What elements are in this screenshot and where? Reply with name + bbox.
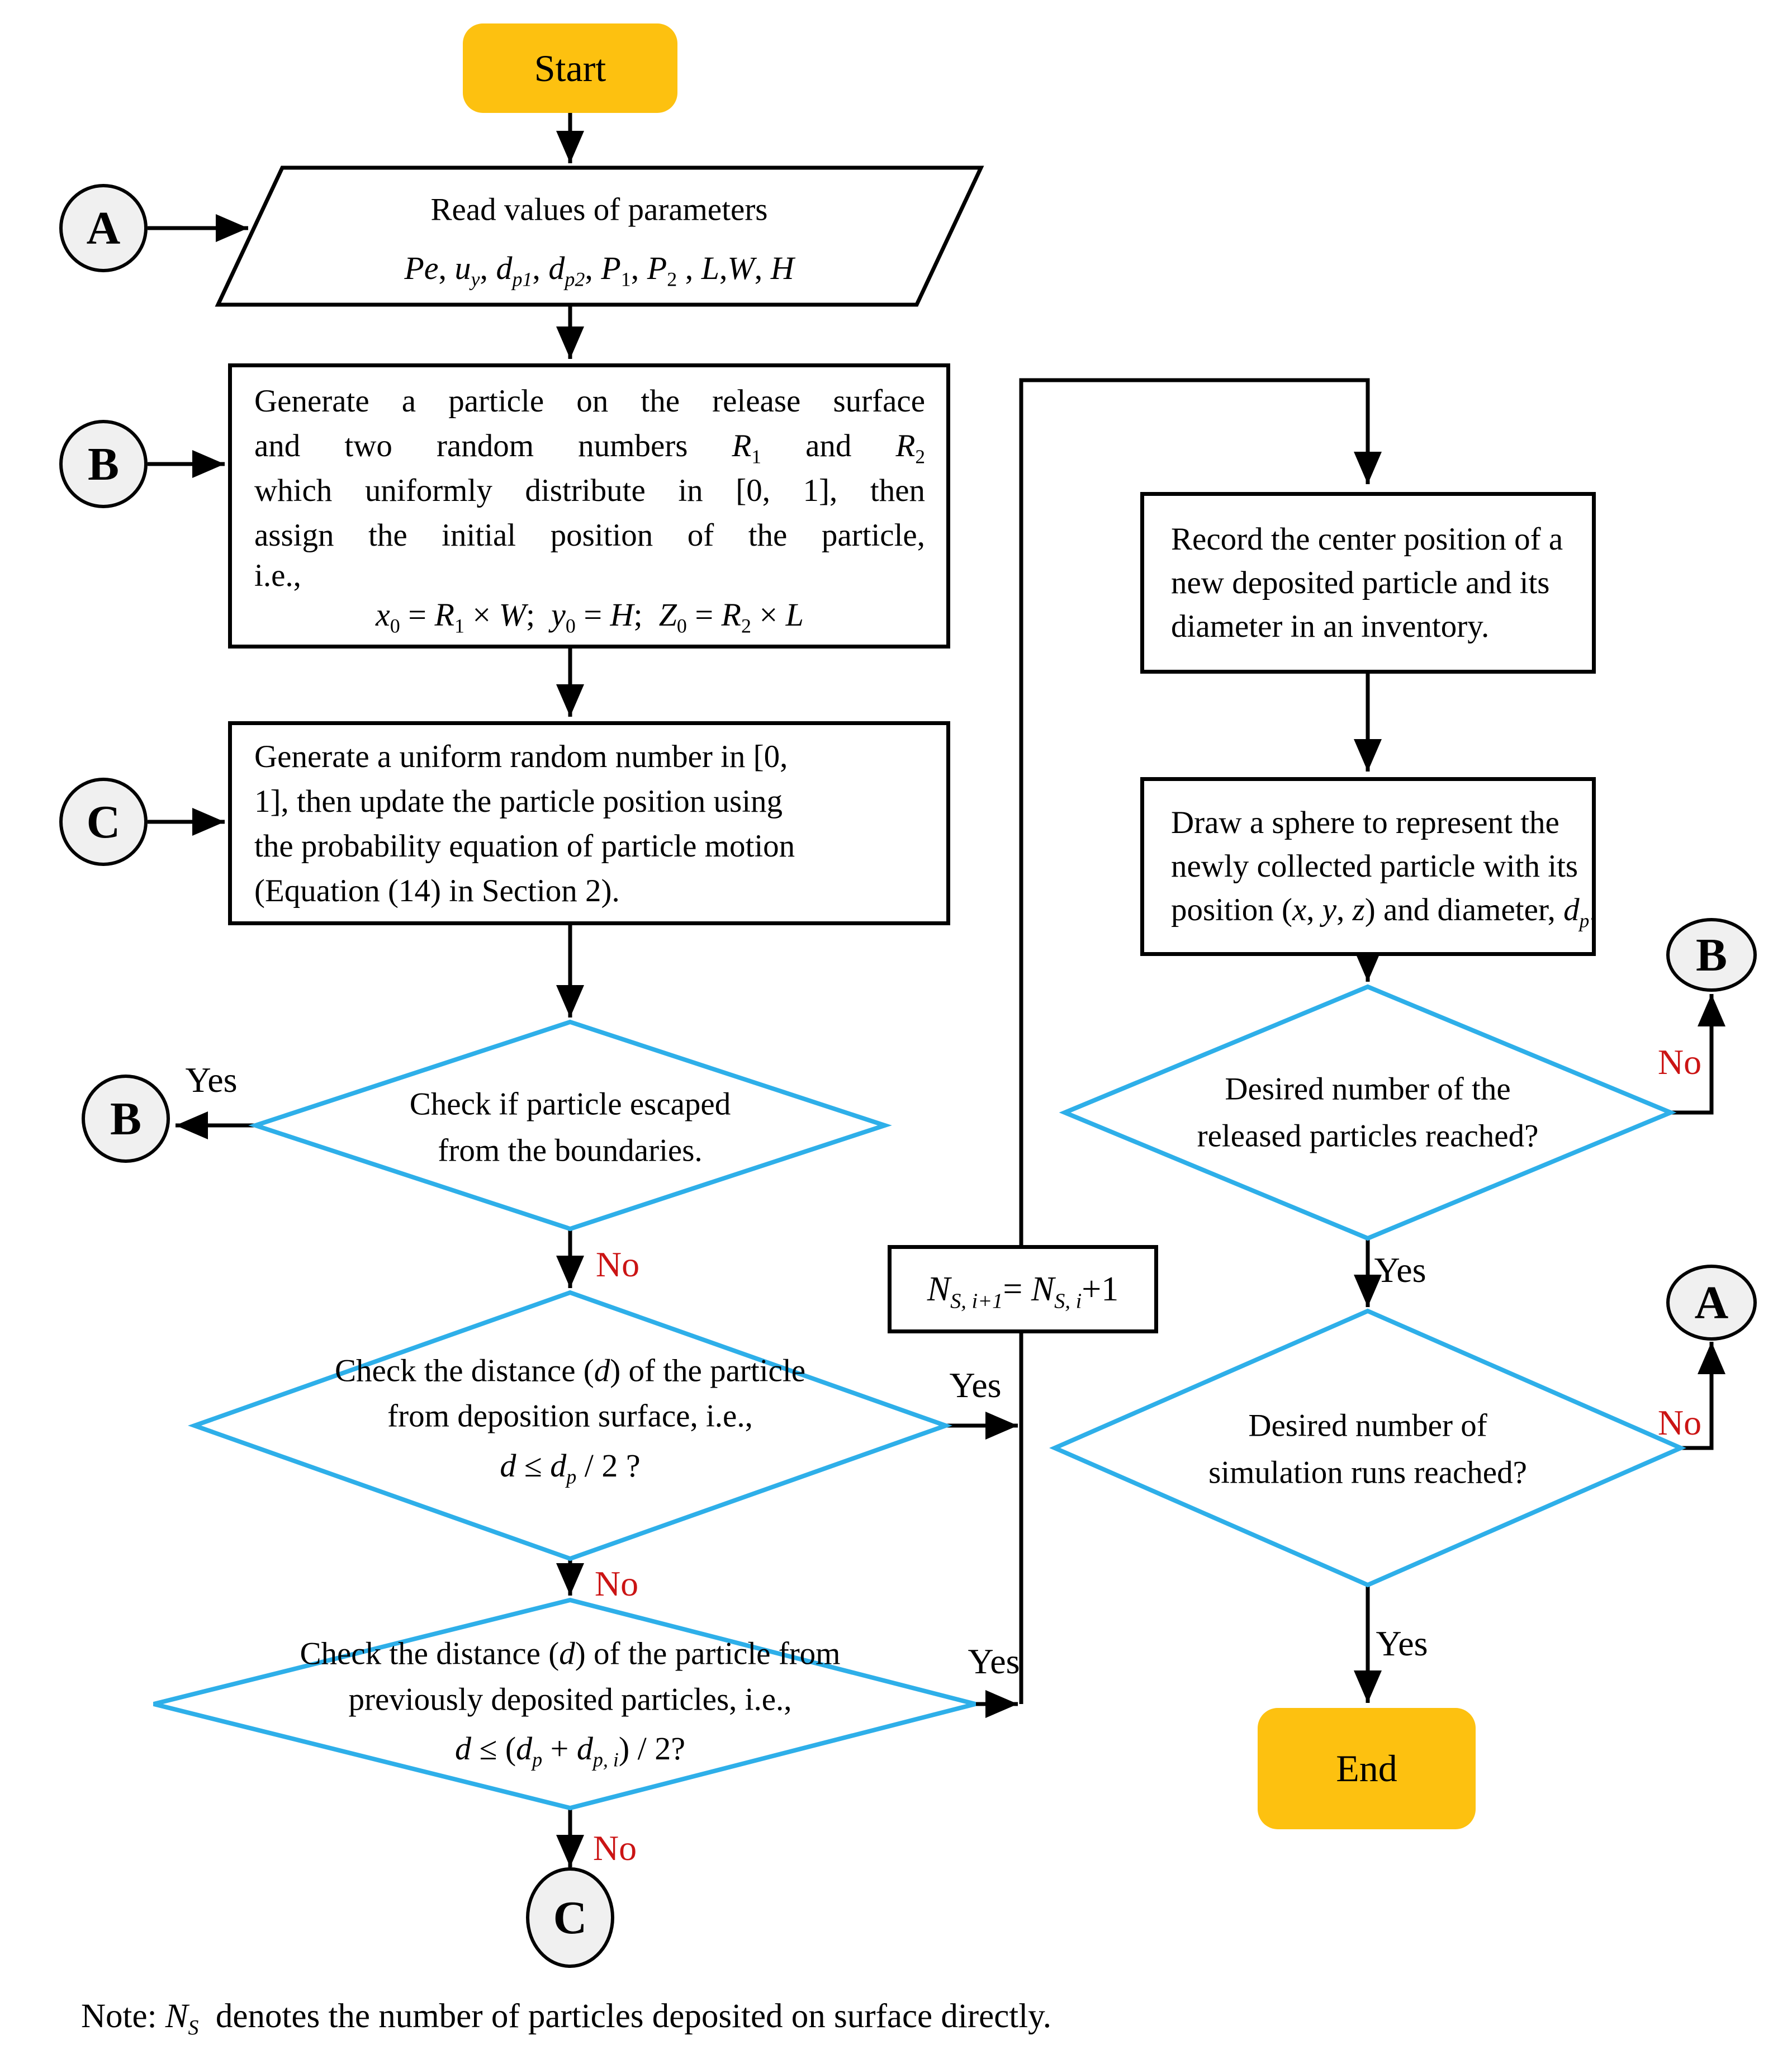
connector-b-left xyxy=(59,420,148,508)
check-deposited-line2: previously deposited particles, i.e., xyxy=(348,1682,792,1717)
runs-reached-line1: Desired number of xyxy=(1248,1408,1487,1444)
edge-label-released-yes: Yes xyxy=(1374,1250,1426,1290)
released-reached-line2: released particles reached? xyxy=(1197,1118,1539,1154)
end-node xyxy=(1258,1708,1476,1829)
update-position-line4: (Equation (14) in Section 2). xyxy=(254,873,620,908)
ns-counter-box xyxy=(888,1245,1158,1333)
connector-a-right-label: A xyxy=(1694,1276,1729,1329)
decision-released-reached xyxy=(1065,987,1671,1238)
draw-sphere-line2: newly collected particle with its xyxy=(1171,849,1578,884)
connector-b-escape xyxy=(82,1075,170,1163)
connector-b-escape-label: B xyxy=(110,1092,142,1145)
generate-particle-line4: assign the initial position of the particle, xyxy=(254,518,925,553)
connector-a-left-label: A xyxy=(86,202,121,254)
check-surface-line1: Check the distance (d) of the particle xyxy=(335,1353,805,1389)
generate-particle-line1: Generate a particle on the release surface xyxy=(254,384,925,419)
edge-label-released-no: No xyxy=(1657,1042,1702,1082)
connector-c-bottom xyxy=(526,1867,614,1968)
generate-particle-line2: and two random numbers $R_1$ and $R_2$ xyxy=(254,428,925,468)
read-parameters-symbols: Pe, $u_y$, $d_{p1}$, $d_{p2}$, $P_1$, $P_2$ , L,W, H xyxy=(404,250,794,291)
edge-label-escape-yes: Yes xyxy=(185,1060,238,1100)
check-deposited-condition: $d \le (d_p + d_{p, i}) / 2$? xyxy=(455,1730,685,1771)
edge-label-runs-yes: Yes xyxy=(1376,1624,1428,1663)
edge-label-escape-no: No xyxy=(595,1244,640,1284)
draw-sphere-line1: Draw a sphere to represent the xyxy=(1171,805,1559,840)
check-surface-line2: from deposition surface, i.e., xyxy=(387,1398,753,1434)
generate-particle-equation: $x_0 = R_1 \times W$; $y_0 = H$; $Z_0 = R_2 \times L$ xyxy=(376,597,804,637)
update-position-line3: the probability equation of particle motion xyxy=(254,829,795,864)
start-node xyxy=(463,23,677,113)
start-label: Start xyxy=(534,46,606,89)
connector-b-left-label: B xyxy=(87,438,120,490)
ns-counter-equation: $N_{S, i+1}= N_{S, i}+1$ xyxy=(927,1270,1119,1313)
decision-runs-reached xyxy=(1055,1311,1681,1585)
connector-c-left xyxy=(59,778,148,866)
check-escape-line1: Check if particle escaped xyxy=(409,1086,731,1122)
edge-label-runs-no: No xyxy=(1657,1403,1702,1442)
read-parameters-title: Read values of parameters xyxy=(430,192,768,228)
connector-b-right-label: B xyxy=(1695,929,1728,981)
generate-particle-line3: which uniformly distribute in [0, 1], then xyxy=(254,473,925,508)
end-label: End xyxy=(1336,1747,1397,1790)
update-position-line2: 1], then update the particle position using xyxy=(254,784,783,819)
connector-c-left-label: C xyxy=(86,796,121,848)
generate-particle-line5: i.e., xyxy=(254,558,301,593)
edge-label-deposited-no: No xyxy=(592,1828,637,1868)
check-escape-line2: from the boundaries. xyxy=(438,1133,703,1168)
released-reached-line1: Desired number of the xyxy=(1225,1071,1511,1107)
footnote: Note: $N_S$ denotes the number of particles deposited on surface directly. xyxy=(81,1998,1051,2040)
update-position-line1: Generate a uniform random number in [0, xyxy=(254,739,788,774)
connector-b-right xyxy=(1666,918,1757,992)
record-line1: Record the center position of a xyxy=(1171,522,1563,557)
record-line2: new deposited particle and its xyxy=(1171,565,1550,600)
edge-label-surface-no: No xyxy=(594,1564,639,1603)
check-surface-condition: $d \le d_p / 2$ ? xyxy=(500,1447,641,1488)
check-deposited-line1: Check the distance (d) of the particle from xyxy=(300,1636,841,1672)
draw-sphere-line3: position (x, y, z) and diameter, $d_p$. xyxy=(1171,892,1597,932)
record-line3: diameter in an inventory. xyxy=(1171,609,1490,644)
runs-reached-line2: simulation runs reached? xyxy=(1208,1455,1527,1490)
edge-label-surface-yes: Yes xyxy=(949,1365,1002,1405)
connector-a-left xyxy=(59,184,148,272)
connector-a-right xyxy=(1666,1265,1757,1341)
connector-c-bottom-label: C xyxy=(553,1891,587,1944)
edge-label-deposited-yes: Yes xyxy=(968,1641,1020,1681)
decision-check-escape xyxy=(255,1022,885,1229)
